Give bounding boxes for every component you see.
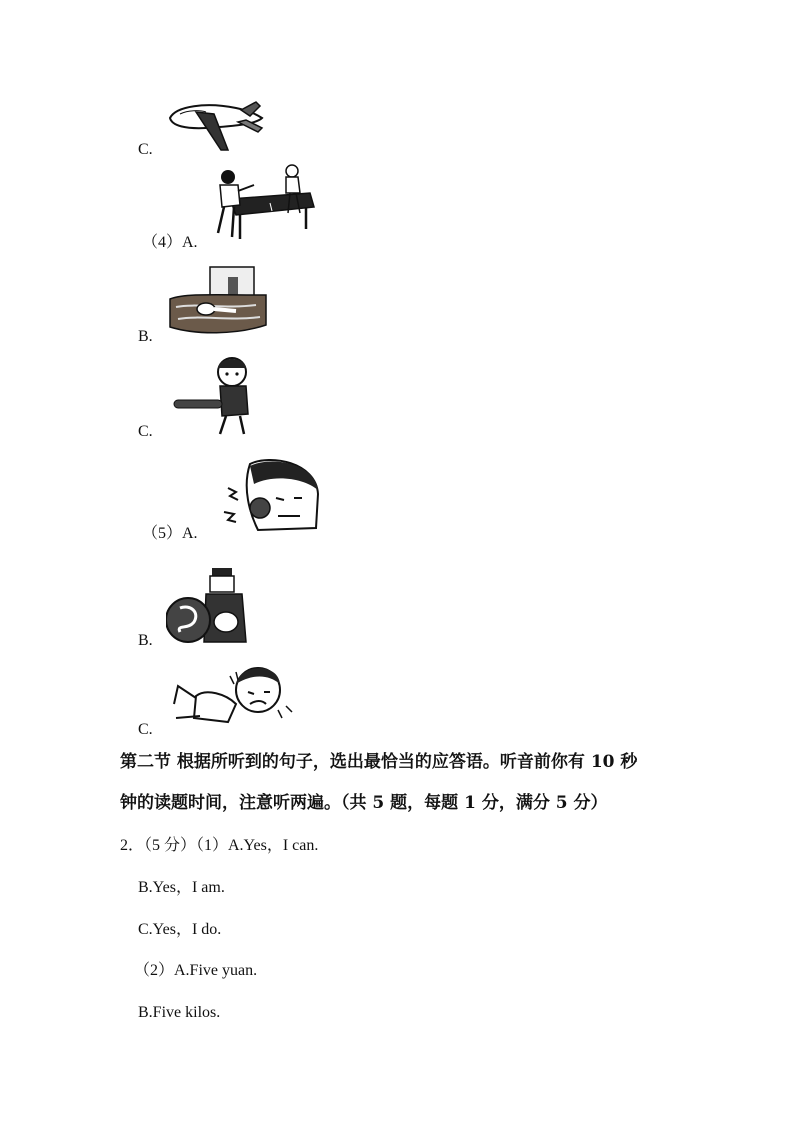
baseball-icon [170, 356, 260, 436]
q2-item2-option-b: B.Five kilos. [138, 1004, 221, 1021]
q2-item1-option-b: B.Yes，I am. [138, 879, 225, 896]
item5-option-c-label: C. [138, 721, 153, 738]
fall-down-crying-icon [166, 660, 296, 730]
item4-option-c-label: C. [138, 423, 153, 440]
toothache-icon [220, 458, 326, 540]
airplane-icon [166, 98, 266, 156]
item4-option-b-label: B. [138, 328, 153, 345]
q2-item1-option-c: C.Yes，I do. [138, 921, 222, 938]
ping-pong-icon [210, 163, 320, 247]
q2-item2-option-a: （2）A.Five yuan. [134, 962, 258, 979]
item4-option-a-label: （4）A. [142, 234, 198, 251]
item3-option-c-label: C. [138, 141, 153, 158]
item5-option-b-label: B. [138, 632, 153, 649]
q2-header: 2．（5 分）（1）A.Yes，I can. [120, 837, 319, 854]
swimming-icon [166, 265, 270, 337]
section2-instruction-line1: 第二节 根据所听到的句子，选出最恰当的应答语。听音前你有 10 秒 [120, 752, 638, 772]
stomachache-icon [166, 564, 260, 644]
section2-instruction-line2: 钟的读题时间，注意听两遍。（共 5 题，每题 1 分，满分 5 分） [120, 793, 608, 813]
item5-option-a-label: （5）A. [142, 525, 198, 542]
